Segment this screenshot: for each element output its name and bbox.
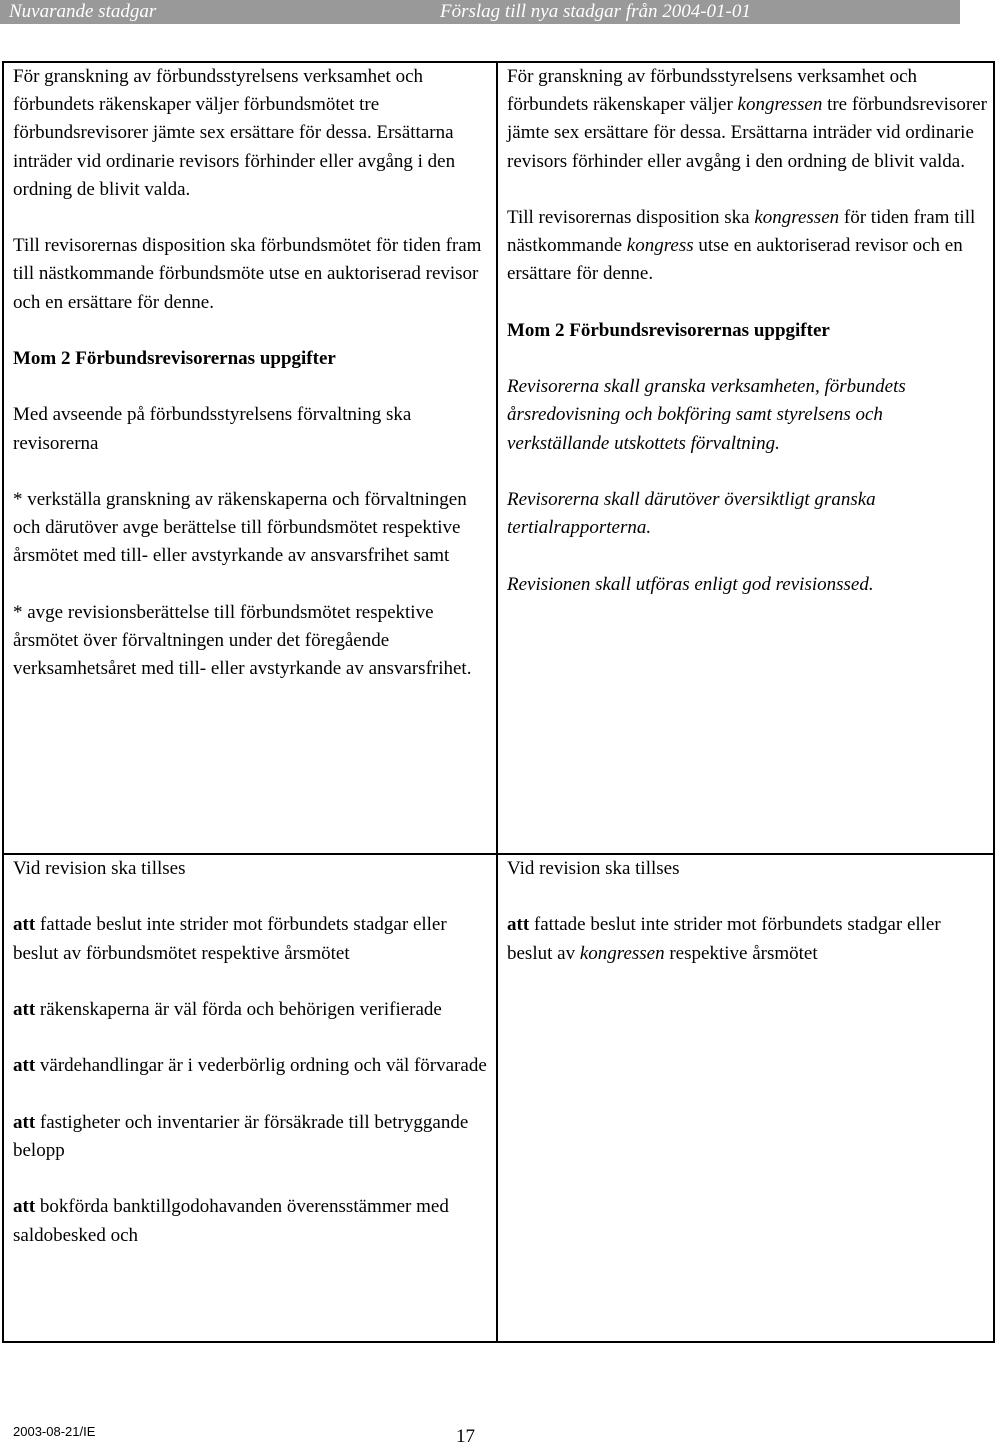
footer-date: 2003-08-21/IE [13, 1424, 96, 1439]
paragraph [507, 204, 987, 289]
text-run: fattade beslut inte strider mot förbundets stadgar eller beslut av förbundsmötet respektive årsmötet [13, 914, 447, 964]
att-keyword: att [13, 1055, 36, 1077]
list-item [13, 996, 490, 1024]
table-row [3, 854, 994, 1342]
att-keyword: att [13, 998, 36, 1020]
text-run: Till revisorernas disposition ska [507, 207, 755, 228]
section-heading: Mom 2 Förbundsrevisorernas uppgifter [507, 319, 830, 341]
list-item [13, 1109, 490, 1165]
text-run: för tiden fram till nästkommande [507, 207, 976, 257]
paragraph: För granskning av förbundsstyrelsens verksamhet och förbundets räkenskaper väljer förbundsmötet tre förbundsrevisorer jämte sex ersättare för dessa. Ersättarna inträder vid ordinarie revisors förhinder eller avgång i den ordning de blivit valda. [13, 66, 456, 200]
table-row [3, 62, 994, 854]
header-proposed-bylaws: Förslag till nya stadgar från 2004-01-01 [440, 1, 751, 22]
list-item [507, 911, 987, 967]
att-keyword: att [13, 1196, 36, 1218]
paragraph: Vid revision ska tillses [507, 858, 680, 879]
list-item [13, 911, 490, 967]
text-run: respektive årsmötet [664, 942, 818, 964]
header-current-bylaws: Nuvarande stadgar [9, 1, 157, 22]
proposed-text-cell [497, 854, 994, 1342]
emphasis: kongressen [754, 207, 840, 228]
text-run: tre förbundsrevisorer jämte sex ersättare för dessa. Ersättarna inträder vid ordinarie revisors förhinder eller avgång i den ordning de blivit valda. [507, 94, 987, 172]
list-item [13, 1193, 490, 1249]
paragraph: Vid revision ska tillses [13, 858, 186, 879]
document-header [0, 0, 960, 24]
att-keyword: att [13, 1111, 36, 1133]
text-run: bokförda banktillgodohavanden överensstämmer med saldobesked och [13, 1196, 449, 1246]
text-run: värdehandlingar är i vederbörlig ordning och väl förvarade [35, 1055, 487, 1077]
att-keyword: att [507, 914, 530, 936]
emphasis: kongress [626, 235, 694, 257]
proposed-text-cell [497, 62, 994, 854]
paragraph: * verkställa granskning av räkenskaperna och förvaltningen och därutöver avge berättelse till förbundsmötet respektive årsmötet med till- eller avstyrkande av ansvarsfrihet samt [13, 488, 467, 567]
paragraph: Med avseende på förbundsstyrelsens förvaltning ska revisorerna [13, 404, 412, 454]
comparison-table [2, 61, 995, 1343]
text-run: utse en auktoriserad revisor och en ersättare för denne. [507, 235, 963, 285]
current-text-cell [3, 854, 497, 1342]
paragraph [507, 63, 987, 176]
emphasis: kongressen [579, 942, 665, 964]
paragraph: Revisorerna skall därutöver översiktligt granska tertialrapporterna. [507, 488, 876, 539]
section-heading: Mom 2 Förbundsrevisorernas uppgifter [13, 348, 336, 369]
att-keyword: att [13, 914, 36, 936]
paragraph: Revisionen skall utföras enligt god revisionssed. [507, 573, 874, 595]
paragraph: * avge revisionsberättelse till förbundsmötet respektive årsmötet över förvaltningen under det föregående verksamhetsåret med till- eller avstyrkande av ansvarsfrihet. [13, 601, 472, 680]
list-item [13, 1052, 490, 1080]
emphasis: kongressen [737, 94, 823, 116]
paragraph: Revisorerna skall granska verksamheten, förbundets årsredovisning och bokföring samt styrelsens och verkställande utskottets förvaltning. [507, 376, 906, 454]
page-number: 17 [456, 1426, 475, 1447]
text-run: För granskning av förbundsstyrelsens verksamhet och förbundets räkenskaper väljer [507, 66, 918, 116]
text-run: fastigheter och inventarier är försäkrade till betryggande belopp [13, 1111, 469, 1161]
paragraph: Till revisorernas disposition ska förbundsmötet för tiden fram till nästkommande förbundsmöte utse en auktoriserad revisor och en ersättare för denne. [13, 235, 482, 313]
text-run: fattade beslut inte strider mot förbundets stadgar eller beslut av [507, 914, 941, 964]
text-run: räkenskaperna är väl förda och behörigen verifierade [35, 998, 442, 1020]
current-text-cell [3, 62, 497, 854]
